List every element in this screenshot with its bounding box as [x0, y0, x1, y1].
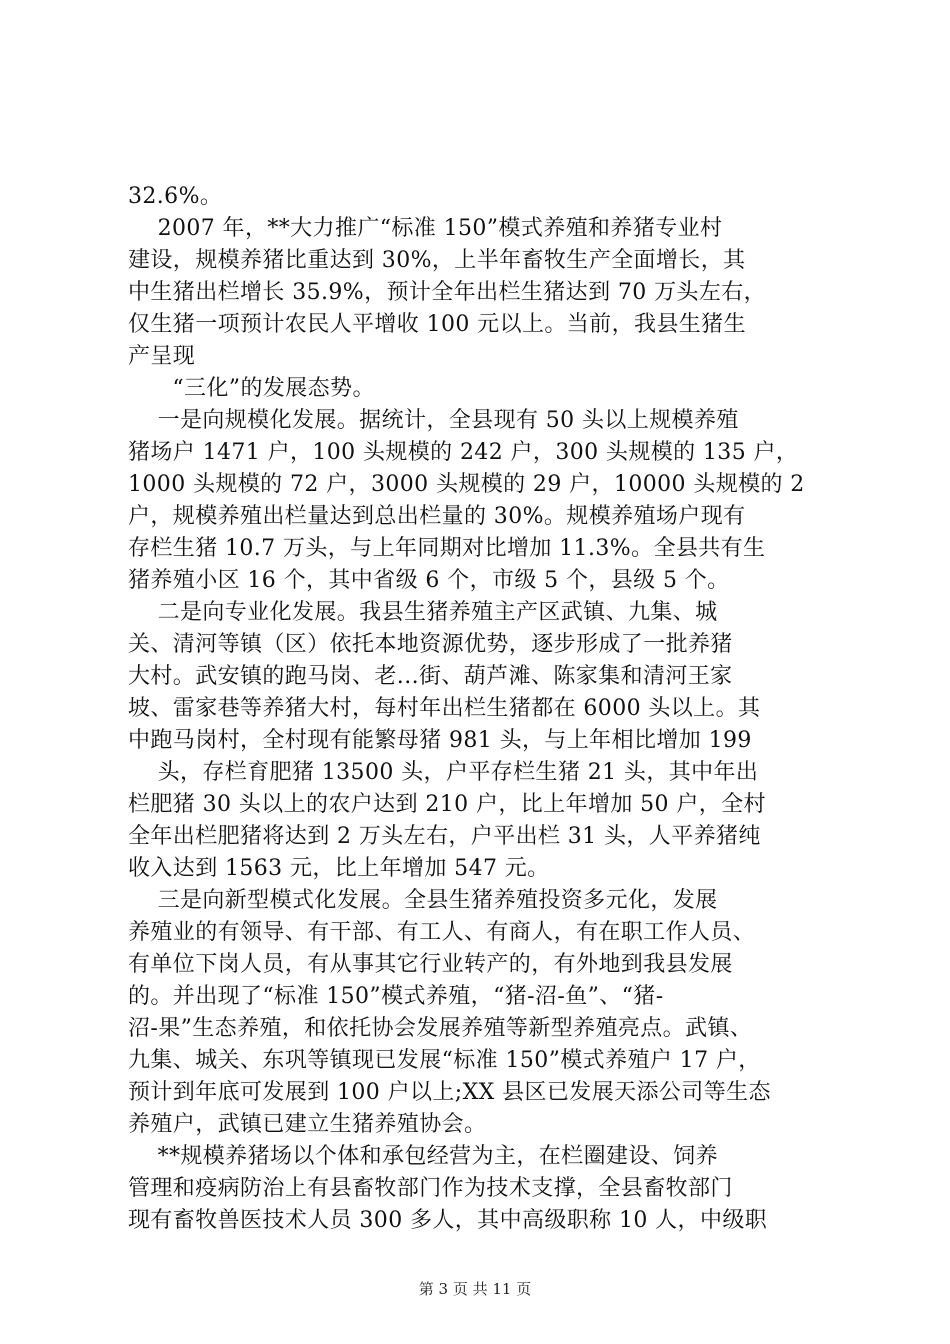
text-line: 存栏生猪 10.7 万头，与上年同期对比增加 11.3%。全县共有生: [128, 536, 766, 561]
text-line: 中生猪出栏增长 35.9%，预计全年出栏生猪达到 70 万头左右，: [128, 280, 767, 305]
text-line: 的。并出现了“标准 150”模式养殖，“猪-沼-鱼”、“猪-: [128, 984, 664, 1009]
text-line: 有单位下岗人员，有从事其它行业转产的，有外地到我县发展: [128, 952, 733, 977]
text-line: 全年出栏肥猪将达到 2 万头左右，户平出栏 31 头，人平养猪纯: [128, 824, 761, 849]
text-line: 一是向规模化发展。据统计，全县现有 50 头以上规模养殖: [128, 408, 739, 433]
text-line: 猪养殖小区 16 个，其中省级 6 个，市级 5 个，县级 5 个。: [128, 568, 730, 593]
text-line: 中跑马岗村，全村现有能繁母猪 981 头，与上年相比增加 199: [128, 728, 752, 753]
text-line: 大村。武安镇的跑马岗、老...街、葫芦滩、陈家集和清河王家: [128, 664, 733, 689]
text-line: 三是向新型模式化发展。全县生猪养殖投资多元化，发展: [128, 888, 718, 913]
text-line: 养殖户，武镇已建立生猪养殖协会。: [128, 1112, 487, 1137]
text-line: 猪场户 1471 户，100 头规模的 242 户，300 头规模的 135 户，: [128, 440, 799, 465]
text-line: 32.6%。: [128, 184, 223, 209]
text-line: 产呈现: [128, 344, 196, 369]
text-line: 坡、雷家巷等养猪大村，每村年出栏生猪都在 6000 头以上。其: [128, 696, 761, 721]
text-line: 头，存栏育肥猪 13500 头，户平存栏生猪 21 头，其中年出: [128, 760, 759, 785]
text-line: 预计到年底可发展到 100 户以上;XX 县区已发展天添公司等生态: [128, 1080, 771, 1105]
text-line: 建设，规模养猪比重达到 30%，上半年畜牧生产全面增长，其: [128, 248, 746, 273]
text-line: 沼-果”生态养殖，和依托协会发展养殖等新型养殖亮点。武镇、: [128, 1016, 753, 1041]
text-line: 九集、城关、东巩等镇现已发展“标准 150”模式养殖户 17 户，: [128, 1048, 761, 1073]
text-line: 仅生猪一项预计农民人平增收 100 元以上。当前，我县生猪生: [128, 312, 746, 337]
text-line: 收入达到 1563 元，比上年增加 547 元。: [128, 856, 550, 881]
text-line: **规模养猪场以个体和承包经营为主，在栏圈建设、饲养: [128, 1144, 718, 1169]
text-line: 现有畜牧兽医技术人员 300 多人，其中高级职称 10 人，中级职: [128, 1208, 768, 1233]
text-line: 户，规模养殖出栏量达到总出栏量的 30%。规模养殖场户现有: [128, 504, 746, 529]
text-line: 关、清河等镇（区）依托本地资源优势，逐步形成了一批养猪: [128, 632, 733, 657]
text-line: 养殖业的有领导、有干部、有工人、有商人，有在职工作人员、: [128, 920, 756, 945]
text-line: 栏肥猪 30 头以上的农户达到 210 户，比上年增加 50 户，全村: [128, 792, 766, 817]
page-number-footer: 第 3 页 共 11 页: [418, 1280, 532, 1298]
text-line: “三化”的发展态势。: [128, 376, 375, 401]
text-line: 二是向专业化发展。我县生猪养殖主产区武镇、九集、城: [128, 600, 718, 625]
text-line: 2007 年，**大力推广“标准 150”模式养殖和养猪专业村: [128, 216, 723, 241]
text-line: 1000 头规模的 72 户，3000 头规模的 29 户，10000 头规模的 2: [128, 472, 805, 497]
text-line: 管理和疫病防治上有县畜牧部门作为技术支撑，全县畜牧部门: [128, 1176, 733, 1201]
